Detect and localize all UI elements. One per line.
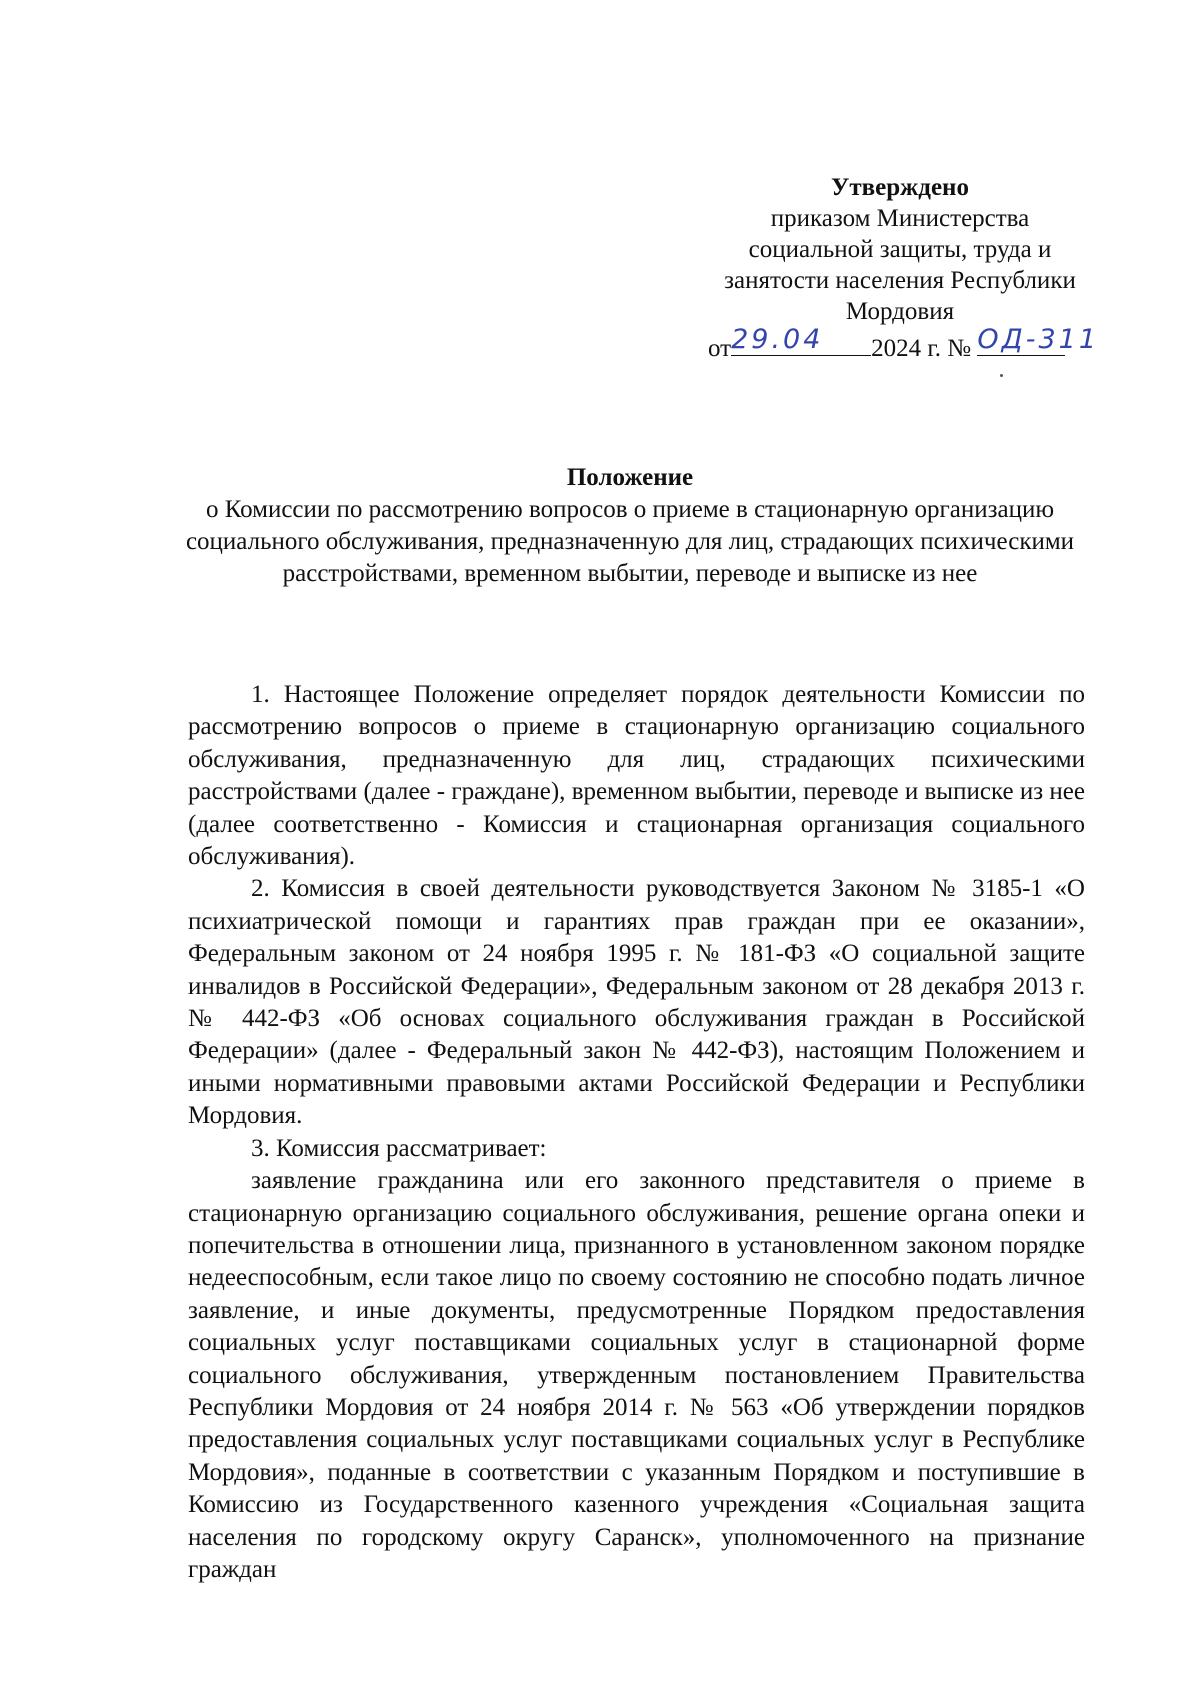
date-prefix: от: [708, 335, 732, 362]
handwritten-date: 29.04: [731, 324, 824, 355]
handwritten-order-number: ОД-311: [977, 324, 1100, 355]
document-name: Положение: [566, 464, 694, 491]
paragraph-2: 2. Комиссия в своей деятельности руководствуется Законом № 3185-1 «О психиатрической помощи и гарантиях прав граждан при ее оказании», Федеральным законом от 24 ноября 1995 г. № 181-ФЗ «О социальной защите инвалидов в Российской Федерации», Федеральным законом от 28 декабря 2013 г. № 442-ФЗ «Об основах социального обслуживания граждан в Российской Федерации» (далее - Федеральный закон № 442-ФЗ), настоящим Положением и иными нормативными правовыми актами Российской Федерации и Республики Мордовия.: [188, 875, 1085, 1130]
number-blank: [977, 324, 1100, 356]
document-body: [188, 679, 1085, 1586]
approval-date-line: [708, 324, 1100, 364]
paragraph-3-item: заявление гражданина или его законного представителя о приеме в стационарную организацию социального обслуживания, решение органа опеки и попечительства в отношении лица, признанного в установленном законом порядке недееспособным, если такое лицо по своему состоянию не способно подать личное заявление, и иные документы, предусмотренные Порядком предоставления социальных услуг поставщиками социальных услуг в стационарной форме социального обслуживания, утвержденным постановлением Правительства Республики Мордовия от 24 ноября 2014 г. № 563 «Об утверждении порядков предоставления социальных услуг поставщиками социальных услуг в Республике Мордовия», поданные в соответствии с указанным Порядком и поступившие в Комиссию из Государственного казенного учреждения «Социальная защита населения по городскому округу Саранск», уполномоченного на признание граждан: [188, 1167, 1085, 1583]
paragraph-1: 1. Настоящее Положение определяет порядок деятельности Комиссии по рассмотрению вопросов о приеме в стационарную организацию социального обслуживания, предназначенную для лиц, страдающих психическими расстройствами (далее - граждане), временном выбытии, переводе и выписке из нее (далее соответственно - Комиссия и стационарная организация социального обслуживания).: [188, 681, 1085, 871]
approval-line-1: приказом Министерства: [770, 205, 1030, 232]
paragraph-3: 3. Комиссия рассматривает:: [251, 1134, 547, 1162]
approval-heading: Утверждено: [831, 174, 969, 201]
approval-line-4: Мордовия: [845, 298, 955, 325]
date-blank: [731, 324, 871, 356]
document-title-block: [180, 462, 1080, 590]
year-and-number-label: 2024 г. №: [871, 335, 972, 362]
approval-line-2: социальной защиты, труда и: [748, 236, 1052, 263]
document-subject: о Комиссии по рассмотрению вопросов о приеме в стационарную организацию социального обслуживания, предназначенную для лиц, страдающих психическими расстройствами, временном выбытии, переводе и выписке из нее: [185, 496, 1075, 587]
scan-dot: [1000, 374, 1003, 377]
approval-stamp-block: [680, 172, 1120, 327]
approval-line-3: занятости населения Республики: [724, 267, 1076, 294]
